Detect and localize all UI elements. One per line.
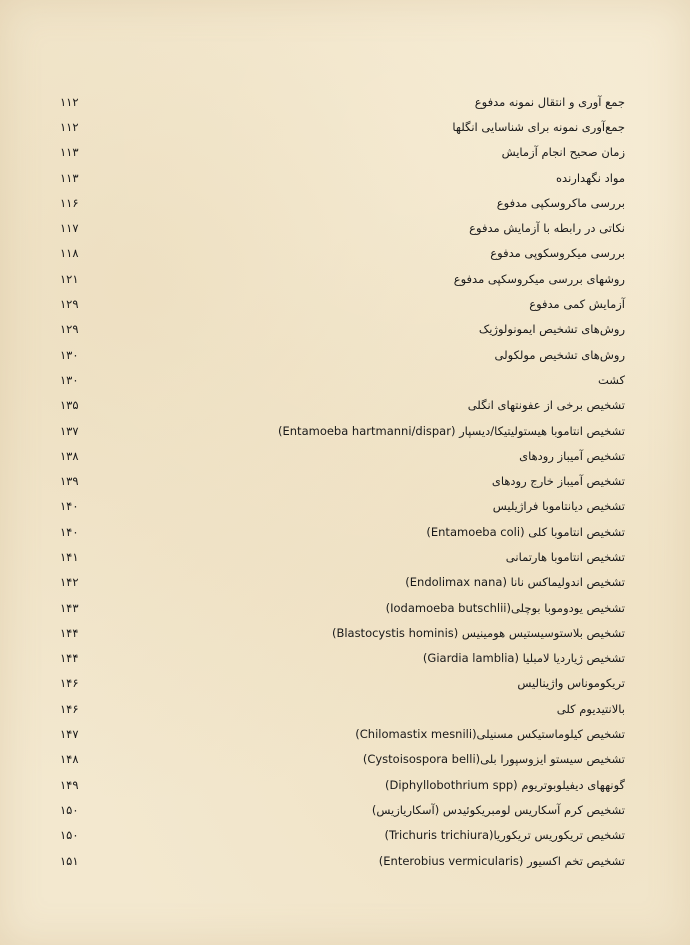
- table-of-contents: [60, 89, 625, 873]
- toc-entry-page: ۱۴۴: [60, 625, 79, 640]
- toc-entry-title: تشخیص انتاموبا هارتمانی: [505, 549, 625, 564]
- toc-entry-title: جمع‌آوری نمونه برای شناسایی انگلها: [452, 119, 625, 134]
- toc-entry-page: ۱۱۷: [60, 221, 79, 236]
- toc-entry: [60, 519, 625, 544]
- toc-entry-title: جمع آوری و انتقال نمونه مدفوع: [474, 94, 625, 109]
- toc-entry-title: نکاتی در رابطه با آزمایش مدفوع: [469, 221, 625, 236]
- toc-entry-page: ۱۲۱: [60, 271, 79, 286]
- toc-entry-page: ۱۱۳: [60, 170, 79, 185]
- toc-entry-page: ۱۴۳: [60, 600, 79, 615]
- toc-entry-page: ۱۱۸: [60, 246, 79, 261]
- toc-entry-page: ۱۲۹: [60, 322, 79, 337]
- toc-entry: [60, 823, 625, 848]
- toc-entry: [60, 215, 625, 240]
- toc-entry-title: بررسی میکروسکوپی مدفوع: [490, 246, 625, 261]
- toc-entry-title: تشخیص تریکوریس تریکوریا(Trichuris trichiura): [384, 828, 625, 843]
- toc-entry-page: ۱۴۶: [60, 676, 79, 691]
- toc-entry: [60, 620, 625, 645]
- toc-entry: [60, 393, 625, 418]
- toc-entry: [60, 772, 625, 797]
- toc-entry-page: ۱۵۰: [60, 828, 79, 843]
- toc-entry-page: ۱۳۷: [60, 423, 79, 438]
- toc-entry-title: تشخیص آمیباز رودهای: [519, 448, 625, 463]
- toc-entry-page: ۱۴۴: [60, 651, 79, 666]
- toc-entry-title: مواد نگهدارنده: [556, 170, 625, 185]
- toc-entry: [60, 367, 625, 392]
- toc-entry-page: ۱۴۷: [60, 727, 79, 742]
- toc-entry-title: زمان صحیح انجام آزمایش: [501, 145, 625, 160]
- toc-entry-title: تشخیص آمیباز خارج رودهای: [491, 474, 625, 489]
- toc-entry-page: ۱۲۹: [60, 297, 79, 312]
- toc-entry-title: تشخیص دیانتاموبا فراژیلیس: [492, 499, 625, 514]
- toc-entry-page: ۱۳۰: [60, 347, 79, 362]
- toc-entry: [60, 140, 625, 165]
- toc-entry: [60, 190, 625, 215]
- toc-entry: [60, 342, 625, 367]
- toc-entry-title: روش‌های تشخیص ایمونولوژیک: [478, 322, 625, 337]
- toc-entry: [60, 646, 625, 671]
- toc-entry-page: ۱۴۰: [60, 499, 79, 514]
- toc-entry-title: روش‌های تشخیص مولکولی: [494, 347, 625, 362]
- toc-entry-title: تشخیص یودوموبا بوچلی(Iodamoeba butschlii): [385, 600, 625, 615]
- toc-entry: [60, 570, 625, 595]
- toc-entry-title: روشهای بررسی میکروسکپی مدفوع: [453, 271, 625, 286]
- toc-entry-page: ۱۴۰: [60, 524, 79, 539]
- toc-entry-title: تشخیص تخم اکسیور (Enterobius vermicularis): [378, 853, 625, 868]
- toc-entry-page: ۱۳۹: [60, 474, 79, 489]
- toc-entry-page: ۱۴۱: [60, 549, 79, 564]
- toc-entry-page: ۱۴۹: [60, 777, 79, 792]
- toc-entry-title: تشخیص انتاموبا هیستولیتیکا/دیسپار (Entamoeba hartmanni/dispar): [278, 423, 625, 438]
- toc-entry: [60, 165, 625, 190]
- toc-entry-page: ۱۱۲: [60, 94, 79, 109]
- toc-entry: [60, 317, 625, 342]
- toc-entry: [60, 721, 625, 746]
- toc-entry: [60, 114, 625, 139]
- toc-entry-page: ۱۱۶: [60, 195, 79, 210]
- toc-entry-page: ۱۳۰: [60, 372, 79, 387]
- toc-entry: [60, 266, 625, 291]
- toc-entry: [60, 443, 625, 468]
- toc-entry-title: بالانتیدیوم کلی: [556, 701, 625, 716]
- toc-entry: [60, 418, 625, 443]
- toc-entry: [60, 848, 625, 873]
- toc-entry-page: ۱۴۸: [60, 752, 79, 767]
- toc-entry-title: تشخیص اندولیماکس نانا (Endolimax nana): [405, 575, 625, 590]
- toc-entry-page: ۱۱۳: [60, 145, 79, 160]
- toc-entry: [60, 494, 625, 519]
- toc-entry: [60, 544, 625, 569]
- toc-entry-page: ۱۴۶: [60, 701, 79, 716]
- toc-entry-title: تشخیص بلاستوسیستیس هومینیس (Blastocystis hominis): [331, 625, 625, 640]
- toc-entry-title: تشخیص انتاموبا کلی (Entamoeba coli): [426, 524, 625, 539]
- toc-entry-page: ۱۱۲: [60, 119, 79, 134]
- toc-entry-title: تریکوموناس واژینالیس: [517, 676, 625, 691]
- toc-entry: [60, 241, 625, 266]
- toc-entry: [60, 671, 625, 696]
- toc-entry-title: تشخیص سیستو ایزوسپورا بلی(Cystoisospora belli): [362, 752, 625, 767]
- toc-entry: [60, 797, 625, 822]
- toc-entry-title: آزمایش کمی مدفوع: [529, 297, 625, 312]
- toc-entry-title: گونههای دیفیلوبوتریوم (Diphyllobothrium spp): [385, 777, 625, 792]
- toc-entry-page: ۱۳۵: [60, 398, 79, 413]
- toc-entry-page: ۱۵۰: [60, 802, 79, 817]
- toc-entry: [60, 89, 625, 114]
- toc-entry-title: تشخیص کیلوماستیکس مسنیلی(Chilomastix mesnili): [355, 727, 625, 742]
- toc-entry: [60, 595, 625, 620]
- toc-entry-page: ۱۴۲: [60, 575, 79, 590]
- toc-entry: [60, 291, 625, 316]
- toc-entry-title: بررسی ماکروسکپی مدفوع: [496, 195, 625, 210]
- toc-entry: [60, 468, 625, 493]
- toc-entry-title: کشت: [597, 372, 625, 387]
- toc-entry-title: تشخیص برخی از عفونتهای انگلی: [467, 398, 625, 413]
- toc-entry-title: تشخیص ژیاردیا لامبلیا (Giardia lamblia): [422, 651, 625, 666]
- toc-entry-page: ۱۳۸: [60, 448, 79, 463]
- toc-entry: [60, 696, 625, 721]
- toc-entry-title: تشخیص کرم آسکاریس لومبریکوئیدس (آسکاریازیس): [371, 802, 625, 817]
- toc-entry-page: ۱۵۱: [60, 853, 79, 868]
- toc-entry: [60, 747, 625, 772]
